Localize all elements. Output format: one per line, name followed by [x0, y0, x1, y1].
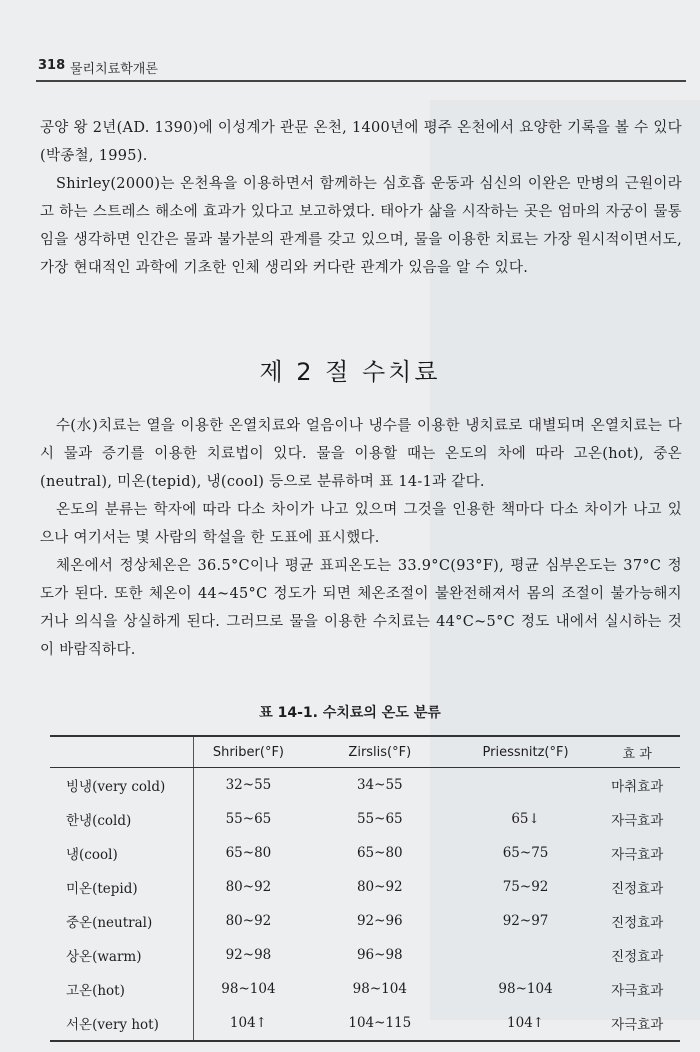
table-cell: 98~104 — [498, 981, 553, 997]
table-cell — [457, 768, 595, 803]
table-row — [50, 802, 680, 836]
row-label: 중온(neutral) — [50, 904, 194, 938]
table-cell: 104~115 — [303, 1006, 457, 1041]
table-cell: 진정효과 — [611, 881, 664, 897]
table-cell: 98~104 — [352, 981, 407, 997]
row-label: 한냉(cold) — [50, 802, 194, 836]
row-label: 상온(warm) — [50, 938, 194, 972]
table-cell: 92~96 — [356, 913, 403, 929]
header-cell: 효 과 — [594, 736, 680, 768]
row-label: 고온(hot) — [50, 972, 194, 1006]
section-title: 제 2 절 수치료 — [259, 358, 441, 386]
header-cell: Priessnitz(°F) — [457, 736, 595, 768]
table-cell: 55~65 — [356, 811, 403, 827]
table-row — [50, 938, 680, 972]
header-cell: Zirslis(°F) — [303, 736, 457, 768]
table-cell — [457, 938, 595, 972]
paragraph-shirley: Shirley(2000)는 온천욕을 이용하면서 함께하는 심호흡 운동과 심신의 이완은 만병의 근원이라고 하는 스트레스 해소에 효과가 있다고 보고하였다. 태아가 삶을 시작하는 곳은 엄마의 자궁이 물통임을 생각하면 인간은 물과 불가분의 관계를 갖고 있으며, 물을 이용한 치료는 가장 원시적이면서도, 가장 현대적인 과학에 기초한 인체 생리와 커다란 관계가 있음을 알 수 있다. — [40, 176, 682, 276]
row-label: 빙냉(very cold) — [50, 768, 194, 803]
table-caption: 표 14-1. 수치료의 온도 분류 — [259, 705, 441, 721]
table-cell: 92~98 — [225, 947, 272, 963]
table-row — [50, 972, 680, 1006]
table-cell: 34~55 — [356, 777, 403, 793]
table-cell: 진정효과 — [611, 915, 664, 931]
table-row — [50, 1006, 680, 1041]
table-cell: 65~80 — [225, 845, 272, 861]
table-row — [50, 904, 680, 938]
table-header-row — [50, 736, 680, 768]
row-label: 미온(tepid) — [50, 870, 194, 904]
table-cell: 자극효과 — [611, 847, 664, 863]
table-cell: 104↑ — [457, 1006, 595, 1041]
temperature-classification-table — [50, 735, 680, 1042]
table-cell: 55~65 — [225, 811, 272, 827]
table-cell: 65↓ — [511, 811, 540, 827]
table-row — [50, 836, 680, 870]
table-cell: 마취효과 — [611, 779, 664, 795]
table-cell: 65~80 — [356, 845, 403, 861]
table-row — [50, 768, 680, 803]
table-cell: 32~55 — [225, 777, 272, 793]
header-rule — [36, 80, 686, 82]
table-cell: 92~97 — [502, 913, 549, 929]
table-cell: 80~92 — [225, 913, 272, 929]
header-cell — [50, 736, 194, 768]
running-header — [38, 56, 678, 80]
paragraph-history: 공양 왕 2년(AD. 1390)에 이성계가 관문 온천, 1400년에 평주 온천에서 요양한 기록을 볼 수 있다(박종철, 1995). — [40, 120, 682, 164]
book-title: 물리치료학개론 — [70, 62, 158, 77]
row-label: 서온(very hot) — [50, 1006, 194, 1041]
table-cell: 65~75 — [502, 845, 549, 861]
table-cell: 자극효과 — [611, 813, 664, 829]
paragraph-body-temperature: 체온에서 정상체온은 36.5°C이나 평균 표피온도는 33.9°C(93°F), 평균 심부온도는 37°C 정도가 된다. 또한 체온이 44~45°C 정도가 되면 체온조절이 불완전해져서 몸의 조절이 불가능해지거나 의식을 상실하게 된다. 그러므로 물을 이용한 수치료는 44°C~5°C 정도 내에서 실시하는 것이 바람직하다. — [40, 558, 682, 658]
table-cell: 진정효과 — [611, 949, 664, 965]
table-cell: 98~104 — [221, 981, 276, 997]
row-label: 냉(cool) — [50, 836, 194, 870]
table-cell: 96~98 — [356, 947, 403, 963]
table-row — [50, 870, 680, 904]
paragraph-hydrotherapy-intro: 수(水)치료는 열을 이용한 온열치료와 얼음이나 냉수를 이용한 냉치료로 대별되며 온열치료는 다시 물과 증기를 이용한 치료법이 있다. 물을 이용할 때는 온도의 차에 따라 고온(hot), 중온(neutral), 미온(tepid), 냉(cool) 등으로 분류하며 표 14-1과 같다. — [40, 418, 682, 490]
paragraph-classification: 온도의 분류는 학자에 따라 다소 차이가 나고 있으며 그것을 인용한 책마다 다소 차이가 나고 있으나 여기서는 몇 사람의 학설을 한 도표에 표시했다. — [40, 502, 682, 546]
table-cell: 80~92 — [225, 879, 272, 895]
table-cell: 자극효과 — [611, 983, 664, 999]
header-cell: Shriber(°F) — [194, 736, 303, 768]
table-cell: 자극효과 — [594, 1006, 680, 1041]
table-cell: 104↑ — [194, 1006, 303, 1041]
page-number: 318 — [38, 58, 66, 73]
table-cell: 75~92 — [502, 879, 549, 895]
table-cell: 80~92 — [356, 879, 403, 895]
